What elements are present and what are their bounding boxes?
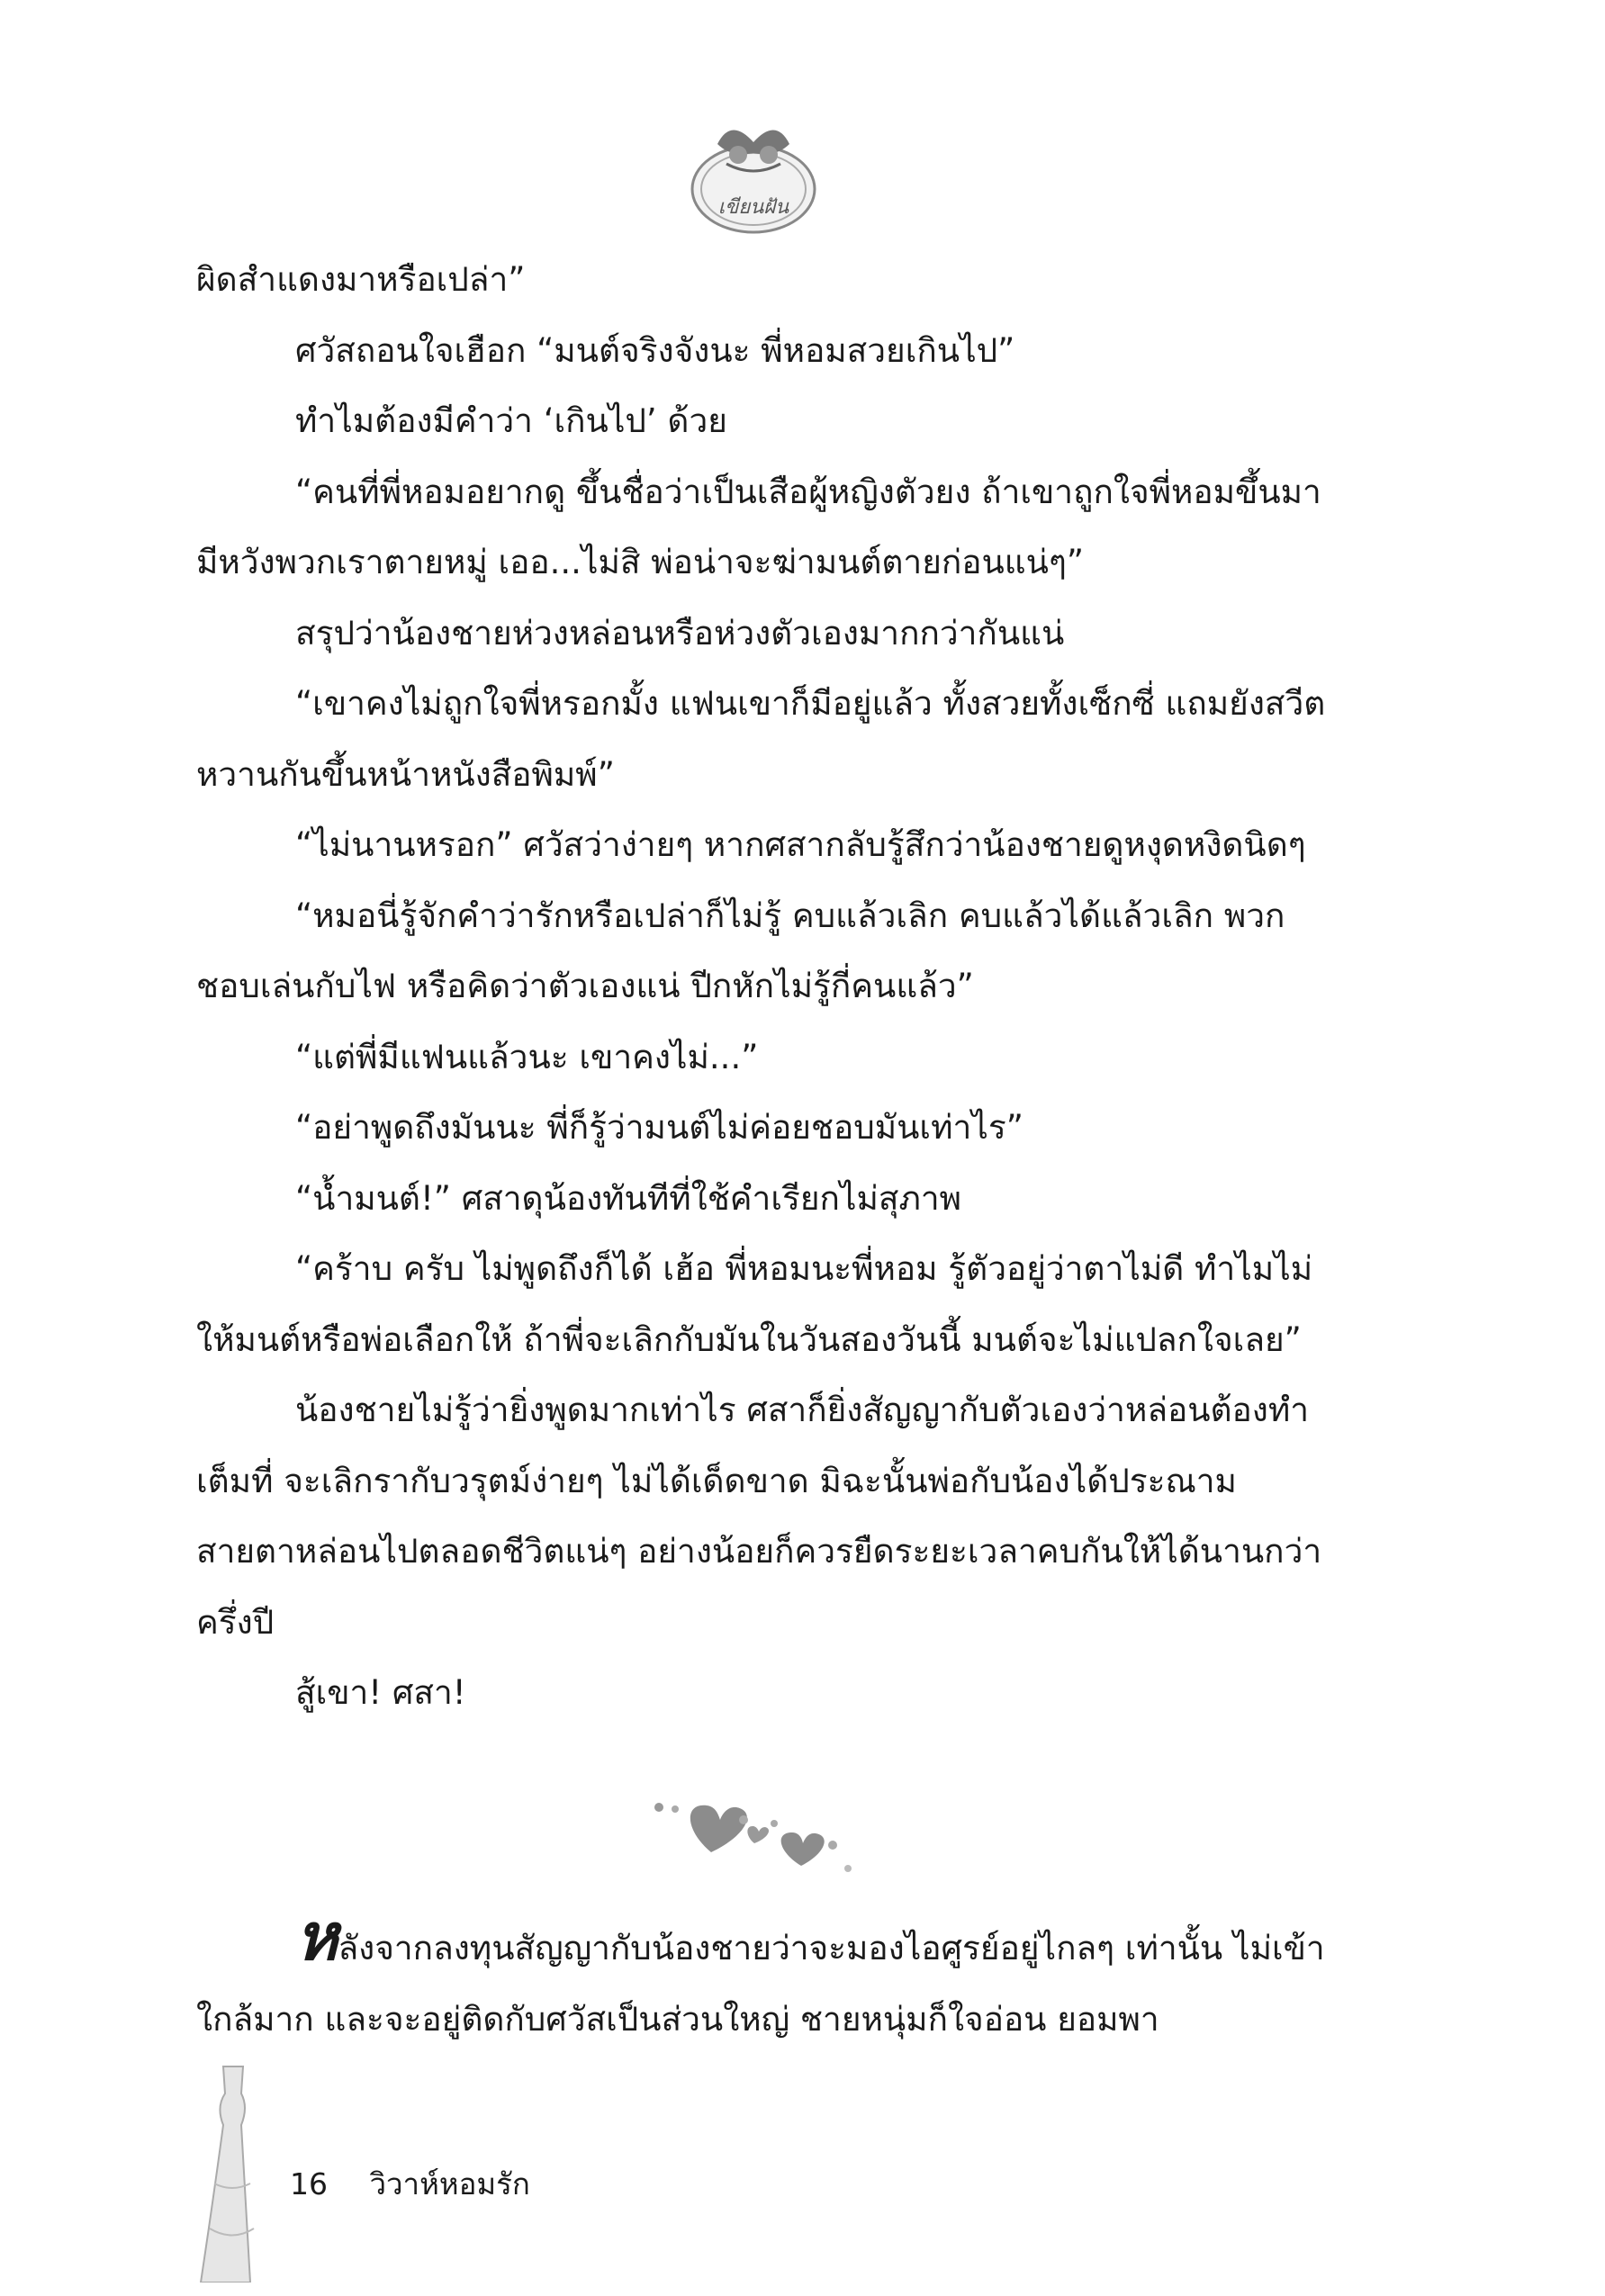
- paragraph: “หมอนี่รู้จักคำว่ารักหรือเปล่าก็ไม่รู้ คบแล้วเลิก คบแล้วได้แล้วเลิก พวกชอบเล่นกับไฟ หรือคิดว่าตัวเองแน่ ปีกหักไม่รู้กี่คนแล้ว”: [196, 896, 1285, 1005]
- chapter-body: [196, 245, 1332, 1729]
- page-footer: [290, 2160, 563, 2208]
- paragraph: “อย่าพูดถึงมันนะ พี่ก็รู้ว่ามนต์ไม่ค่อยชอบมันเท่าไร”: [295, 1108, 1023, 1147]
- paragraph: “เขาคงไม่ถูกใจพี่หรอกมั้ง แฟนเขาก็มีอยู่แล้ว ทั้งสวยทั้งเซ็กซี่ แถมยังสวีตหวานกันขึ้นหน้าหนังสือพิมพ์”: [196, 684, 1326, 794]
- section-two: [196, 1899, 1332, 2055]
- paragraph: ผิดสำแดงมาหรือเปล่า”: [196, 260, 526, 299]
- section-two-text: ลังจากลงทุนสัญญากับน้องชายว่าจะมองไอศูรย์อยู่ไกลๆ เท่านั้น ไม่เข้าใกล้มาก และจะอยู่ติดกับศวัสเป็นส่วนใหญ่ ชายหนุ่มก็ใจอ่อน ยอมพา: [196, 1929, 1325, 2039]
- book-title: วิวาห์หอมรัก: [369, 2166, 530, 2201]
- wedding-dress-icon: [196, 2057, 270, 2282]
- paragraph: “แต่พี่มีแฟนแล้วนะ เขาคงไม่...”: [295, 1037, 759, 1076]
- paragraph: “คนที่พี่หอมอยากดู ขึ้นชื่อว่าเป็นเสือผู้หญิงตัวยง ถ้าเขาถูกใจพี่หอมขึ้นมา มีหวังพวกเราตายหมู่ เออ...ไม่สิ พ่อน่าจะฆ่ามนต์ตายก่อนแน่ๆ”: [196, 472, 1321, 581]
- section-two-paragraph: [196, 1899, 1332, 2055]
- hearts-divider-icon: [648, 1789, 864, 1888]
- paragraph: ศวัสถอนใจเฮือก “มนต์จริงจังนะ พี่หอมสวยเกินไป”: [295, 330, 1015, 370]
- paragraph: สู้เขา! ศสา!: [295, 1673, 466, 1712]
- hearts-divider: [648, 1789, 864, 1888]
- dress-ornament: [196, 2057, 270, 2282]
- paragraph: ทำไมต้องมีคำว่า ‘เกินไป’ ด้วย: [295, 401, 727, 440]
- paragraph: สรุปว่าน้องชายห่วงหล่อนหรือห่วงตัวเองมากกว่ากันแน่: [295, 613, 1065, 653]
- drop-cap: ห: [295, 1899, 338, 1975]
- publisher-logo: [677, 108, 830, 243]
- paragraph: “คร้าบ ครับ ไม่พูดถึงก็ได้ เฮ้อ พี่หอมนะพี่หอม รู้ตัวอยู่ว่าตาไม่ดี ทำไมไม่ให้มนต์หรือพ่อเลือกให้ ถ้าพี่จะเลิกกับมันในวันสองวันนี้ มนต์จะไม่แปลกใจเลย”: [196, 1249, 1313, 1359]
- publisher-logo-text: เขียนฝัน: [717, 196, 789, 219]
- paragraph: น้องชายไม่รู้ว่ายิ่งพูดมากเท่าไร ศสาก็ยิ่งสัญญากับตัวเองว่าหล่อนต้องทำเต็มที่ จะเลิกรากับวรุตม์ง่ายๆ ไม่ได้เด็ดขาด มิฉะนั้นพ่อกับน้องได้ประณามสายตาหล่อนไปตลอดชีวิตแน่ๆ อย่างน้อยก็ควรยืดระยะเวลาคบกันให้ได้นานกว่าครึ่งปี: [196, 1391, 1322, 1642]
- publisher-logo-icon: [677, 108, 830, 243]
- paragraph: “น้ำมนต์!” ศสาดุน้องทันทีที่ใช้คำเรียกไม่สุภาพ: [295, 1178, 962, 1218]
- page-number: 16: [290, 2166, 328, 2201]
- paragraph: “ไม่นานหรอก” ศวัสว่าง่ายๆ หากศสากลับรู้สึกว่าน้องชายดูหงุดหงิดนิดๆ: [295, 825, 1306, 864]
